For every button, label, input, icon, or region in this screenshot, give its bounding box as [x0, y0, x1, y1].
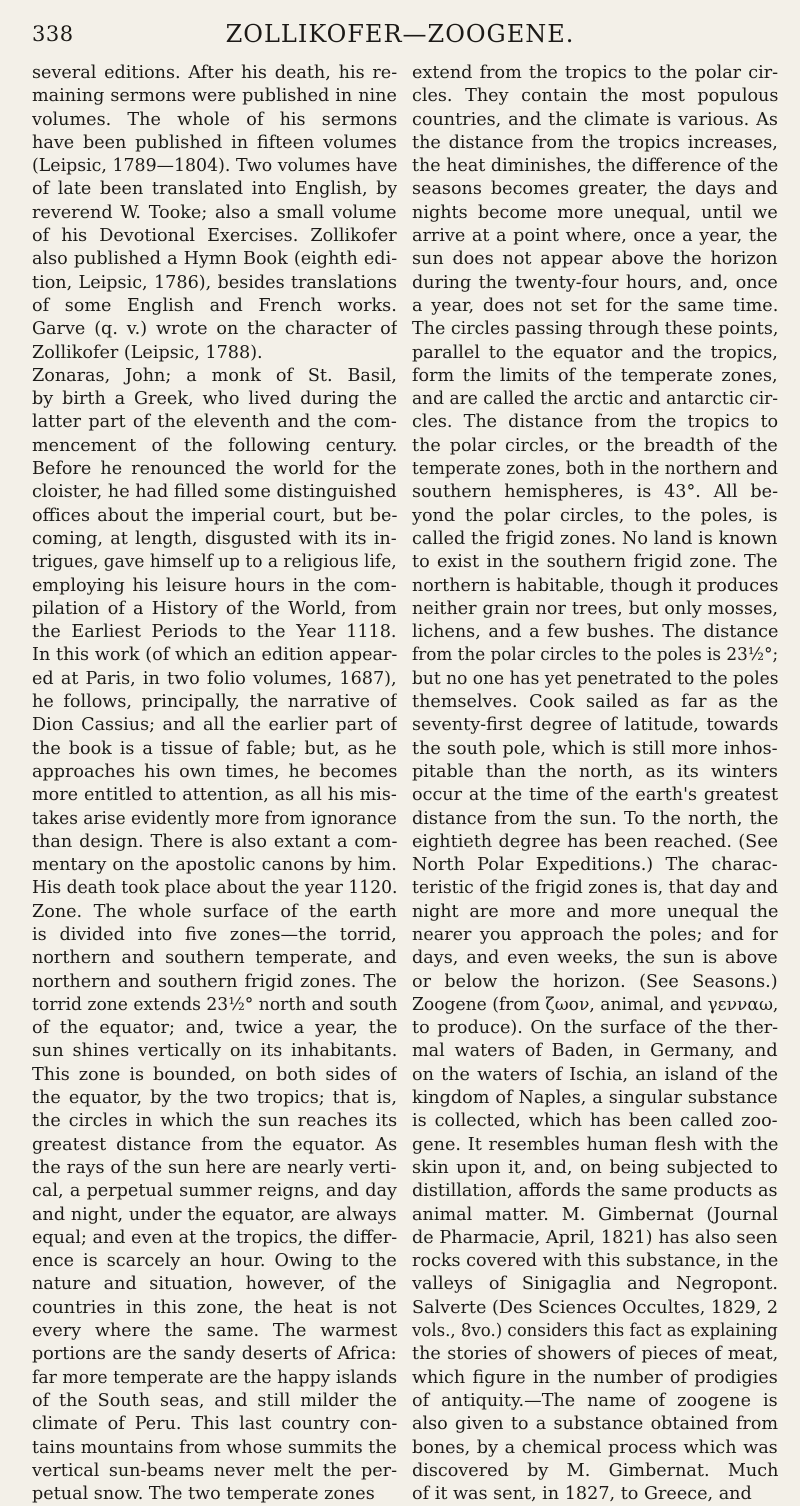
text-line: the stories of showers of pieces of meat,: [412, 1344, 778, 1365]
text-line: several editions. After his death, his re-: [32, 63, 397, 83]
text-line: His death took place about the year 1120.: [32, 878, 397, 899]
text-line: from the polar circles to the poles is 23½°;: [412, 645, 778, 666]
text-line: valleys of Sinigaglia and Negropont.: [412, 1274, 778, 1295]
text-line: the distance from the tropics increases,: [412, 132, 778, 153]
text-line: called the frigid zones. No land is known: [412, 528, 778, 549]
text-line: the rays of the sun here are nearly verti-: [32, 1157, 397, 1178]
text-line: torrid zone extends 23½° north and south: [32, 994, 397, 1015]
text-line: of the equator; and, twice a year, the: [32, 1018, 397, 1039]
text-line: the south pole, which is still more inhos-: [412, 738, 778, 759]
text-line: nature and situation, however, of the: [32, 1274, 397, 1295]
text-line: equal; and even at the tropics, the differ-: [32, 1227, 398, 1248]
text-line: approaches his own times, he becomes: [32, 761, 397, 782]
text-line: the polar circles, or the breadth of the: [412, 435, 778, 456]
text-line: lichens, and a few bushes. The distance: [412, 622, 778, 643]
text-line: sun shines vertically on its inhabitants.: [32, 1041, 397, 1062]
text-line: extend from the tropics to the polar cir-: [412, 63, 778, 83]
text-line: trigues, gave himself up to a religious life,: [32, 552, 397, 573]
text-line: eightieth degree has been reached. (See: [412, 831, 778, 852]
text-line: (Leipsic, 1789—1804). Two volumes have: [32, 156, 398, 177]
text-line: of his Devotional Exercises. Zollikofer: [32, 226, 397, 247]
text-line: of the South seas, and still milder the: [32, 1390, 397, 1411]
text-line: of it was sent, in 1827, to Greece, and: [412, 1484, 752, 1505]
text-line: Dion Cassius; and all the earlier part of: [32, 715, 397, 736]
text-line: arrive at a point where, once a year, the: [412, 226, 778, 247]
text-line: every where the same. The warmest: [32, 1321, 397, 1342]
text-line: In this work (of which an edition appear-: [32, 645, 397, 666]
text-line: is divided into five zones—the torrid,: [32, 924, 397, 945]
text-line: also given to a substance obtained from: [412, 1414, 778, 1435]
text-line: nights become more unequal, until we: [412, 202, 778, 223]
text-line: greatest distance from the equator. As: [32, 1134, 397, 1155]
text-line: employing his leisure hours in the com-: [32, 575, 397, 596]
text-line: pitable than the north, as its winters: [412, 761, 778, 782]
text-line: yond the polar circles, to the poles, is: [412, 505, 778, 526]
text-line: to produce). On the surface of the ther-: [412, 1018, 778, 1039]
text-line: discovered by M. Gimbernat. Much: [412, 1460, 778, 1481]
text-line: kingdom of Naples, a singular substance: [412, 1088, 778, 1109]
text-line: Garve (q. v.) wrote on the character of: [32, 319, 397, 340]
text-line: or below the horizon. (See Seasons.): [412, 971, 778, 992]
left-column: [32, 62, 397, 1506]
text-line: Before he renounced the world for the: [32, 459, 397, 480]
text-line: northern is habitable, though it produces: [412, 575, 779, 596]
text-line: northern and southern temperate, and: [32, 948, 397, 969]
text-line: ence is scarcely an hour. Owing to the: [32, 1251, 397, 1272]
text-line: animal matter. M. Gimbernat (Journal: [412, 1204, 778, 1225]
text-line: skin upon it, and, on being subjected to: [412, 1157, 778, 1178]
text-line: days, and even weeks, the sun is above: [412, 948, 778, 969]
text-line: a year, does not set for the same time.: [412, 295, 778, 316]
text-line: more entitled to attention, as all his mis-: [32, 785, 397, 806]
text-line: Zonaras, John; a monk of St. Basil,: [32, 365, 397, 386]
text-line: far more temperate are the happy islands: [32, 1367, 398, 1388]
text-line: of some English and French works.: [32, 295, 397, 316]
text-line: the heat diminishes, the difference of the: [412, 156, 779, 177]
text-line: also published a Hymn Book (eighth edi-: [32, 249, 397, 270]
text-line: and are called the arctic and antarctic cir-: [412, 389, 779, 410]
text-line: temperate zones, both in the northern and: [412, 459, 779, 480]
text-line: pilation of a History of the World, from: [32, 598, 397, 619]
text-line: the equator, by the two tropics; that is,: [32, 1088, 397, 1109]
text-line: distance from the sun. To the north, the: [412, 808, 778, 829]
running-title: ZOLLIKOFER—ZOOGENE.: [225, 20, 575, 48]
text-line: form the limits of the temperate zones,: [412, 365, 778, 386]
text-line: themselves. Cook sailed as far as the: [412, 692, 778, 713]
text-line: offices about the imperial court, but be-: [32, 505, 397, 526]
text-line: southern hemispheres, is 43°. All be-: [412, 482, 778, 503]
text-line: Zollikofer (Leipsic, 1788).: [32, 342, 263, 363]
text-line: parallel to the equator and the tropics,: [412, 342, 778, 363]
text-line: portions are the sandy deserts of Africa:: [32, 1344, 397, 1365]
text-line: and night, under the equator, are always: [32, 1204, 397, 1225]
text-line: gene. It resembles human flesh with the: [412, 1134, 778, 1155]
text-line: which figure in the number of prodigies: [412, 1367, 778, 1388]
text-line: is collected, which has been called zoo-: [412, 1111, 778, 1132]
text-line: This zone is bounded, on both sides of: [32, 1064, 397, 1085]
text-line: Zoogene (from ζωον, animal, and γενναω,: [412, 994, 778, 1015]
text-line: rocks covered with this substance, in the: [412, 1251, 778, 1272]
text-line: cles. They contain the most populous: [412, 86, 778, 107]
text-line: on the waters of Ischia, an island of the: [412, 1064, 778, 1085]
text-line: of antiquity.—The name of zoogene is: [412, 1390, 778, 1411]
page-number: 338: [32, 22, 74, 46]
text-line: to exist in the southern frigid zone. The: [412, 552, 778, 573]
text-line: sun does not appear above the horizon: [412, 249, 778, 270]
text-line: nearer you approach the poles; and for: [412, 924, 778, 945]
text-line: climate of Peru. This last country con-: [32, 1414, 397, 1435]
text-line: vols., 8vo.) considers this fact as explaining: [412, 1321, 778, 1342]
text-line: latter part of the eleventh and the com-: [32, 412, 397, 433]
text-line: Zone. The whole surface of the earth: [32, 901, 397, 922]
text-line: occur at the time of the earth's greatest: [412, 785, 778, 806]
text-line: by birth a Greek, who lived during the: [32, 389, 397, 410]
text-line: distillation, affords the same products as: [412, 1181, 778, 1202]
text-line: than design. There is also extant a com-: [32, 831, 397, 852]
text-line: takes arise evidently more from ignorance: [32, 808, 397, 829]
text-line: volumes. The whole of his sermons: [32, 109, 397, 130]
text-line: he follows, principally, the narrative of: [32, 692, 397, 713]
text-line: neither grain nor trees, but only mosses,: [412, 598, 778, 619]
text-line: ed at Paris, in two folio volumes, 1687),: [32, 668, 397, 689]
text-line: maining sermons were published in nine: [32, 86, 397, 107]
text-line: mal waters of Baden, in Germany, and: [412, 1041, 778, 1062]
text-line: the circles in which the sun reaches its: [32, 1111, 397, 1132]
text-line: countries, and the climate is various. As: [412, 109, 778, 130]
text-line: reverend W. Tooke; also a small volume: [32, 202, 397, 223]
text-line: cles. The distance from the tropics to: [412, 412, 778, 433]
text-line: de Pharmacie, April, 1821) has also seen: [412, 1227, 778, 1248]
text-line: petual snow. The two temperate zones: [32, 1484, 375, 1505]
text-line: of late been translated into English, by: [32, 179, 397, 200]
text-line: countries in this zone, the heat is not: [32, 1297, 397, 1318]
text-line: vertical sun-beams never melt the per-: [32, 1460, 397, 1481]
text-line: seventy-first degree of latitude, towards: [412, 715, 778, 736]
text-line: tains mountains from whose summits the: [32, 1437, 397, 1458]
text-line: night are more and more unequal the: [412, 901, 778, 922]
text-line: mentary on the apostolic canons by him.: [32, 855, 397, 876]
text-line: cloister, he had filled some distinguished: [32, 482, 397, 503]
text-line: North Polar Expeditions.) The charac-: [412, 855, 778, 876]
text-line: tion, Leipsic, 1786), besides translations: [32, 272, 397, 293]
text-line: Salverte (Des Sciences Occultes, 1829, 2: [412, 1297, 778, 1318]
right-column: [412, 62, 778, 1506]
text-line: mencement of the following century.: [32, 435, 397, 456]
text-line: The circles passing through these points,: [412, 319, 779, 340]
text-line: the Earliest Periods to the Year 1118.: [32, 622, 397, 643]
text-line: bones, by a chemical process which was: [412, 1437, 778, 1458]
text-line: teristic of the frigid zones is, that day and: [412, 878, 778, 899]
text-line: but no one has yet penetrated to the poles: [412, 668, 779, 689]
text-line: coming, at length, disgusted with its in-: [32, 528, 397, 549]
text-line: during the twenty-four hours, and, once: [412, 272, 778, 293]
text-line: have been published in fifteen volumes: [32, 132, 397, 153]
text-line: seasons becomes greater, the days and: [412, 179, 778, 200]
text-line: the book is a tissue of fable; but, as he: [32, 738, 397, 759]
text-line: northern and southern frigid zones. The: [32, 971, 397, 992]
text-line: cal, a perpetual summer reigns, and day: [32, 1181, 397, 1202]
